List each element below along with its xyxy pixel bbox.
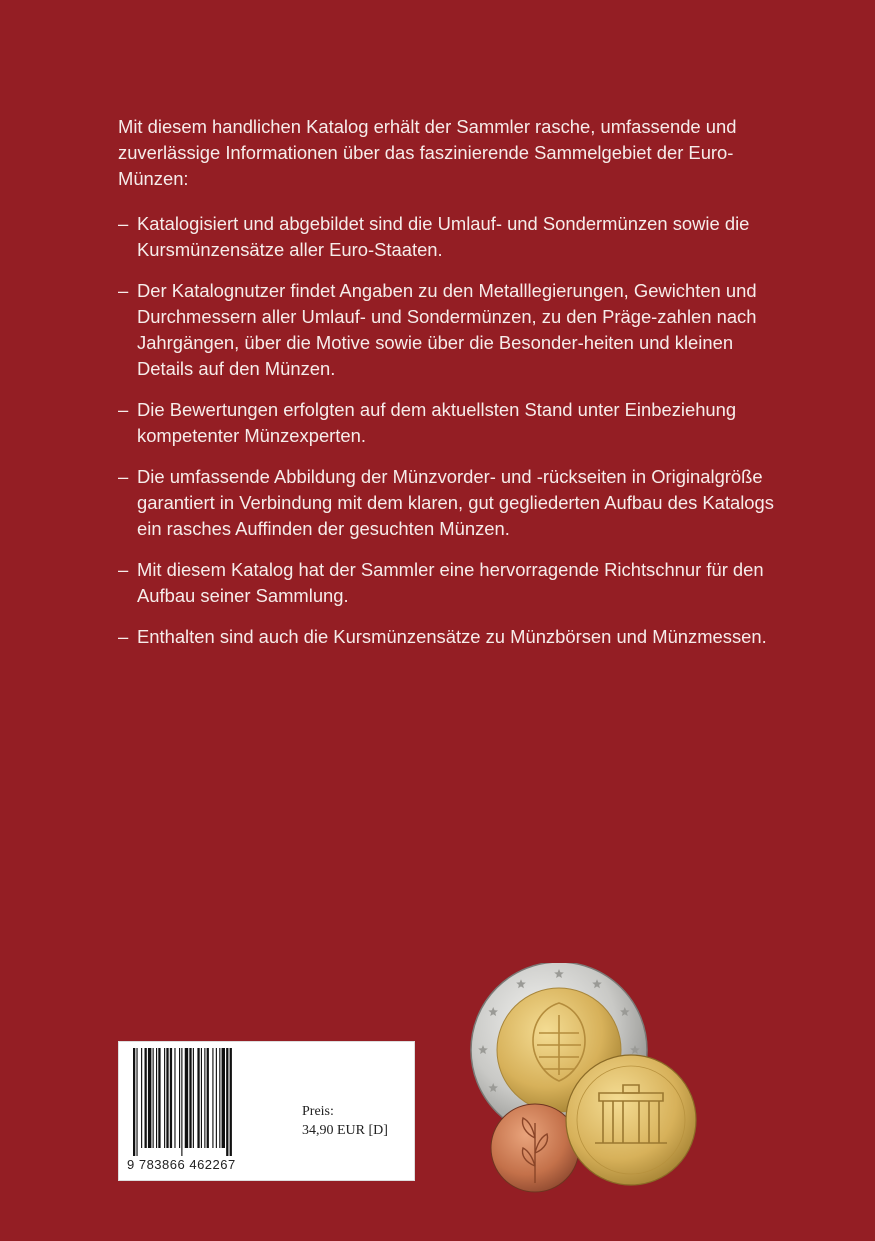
barcode-bar (141, 1048, 142, 1148)
list-item-text: Enthalten sind auch die Kursmünzensätze zu Münzbörsen und Münzmessen. (137, 626, 767, 647)
price-value: 34,90 EUR [D] (302, 1123, 388, 1138)
dash-marker: – (118, 466, 129, 487)
barcode-bar (156, 1048, 157, 1148)
barcode-bar (204, 1048, 205, 1148)
barcode-icon (133, 1048, 298, 1156)
barcode-bar (207, 1048, 209, 1148)
dash-marker: – (118, 280, 129, 301)
price-block (302, 1102, 388, 1140)
barcode-bar (216, 1048, 217, 1148)
list-item (118, 624, 778, 650)
barcode-bar (174, 1048, 175, 1148)
isbn-number: 9 783866 462267 (127, 1157, 236, 1172)
barcode-bar (133, 1048, 135, 1156)
dash-marker: – (118, 213, 129, 234)
barcode-bar (148, 1048, 151, 1148)
barcode-bar (226, 1048, 228, 1156)
barcode-bar (170, 1048, 172, 1148)
dash-marker: – (118, 399, 129, 420)
barcode-bar (193, 1048, 194, 1148)
barcode-bar (158, 1048, 160, 1148)
list-item-text: Der Katalognutzer findet Angaben zu den Metalllegierungen, Gewichten und Durchmessern aller Umlauf- und Sondermünzen, zu den Präge-zahlen nach Jahrgängen, über die Motive sowie über die Besonder-heiten und kleinen Details auf den Münzen. (137, 280, 757, 379)
price-label: Preis: (302, 1104, 334, 1119)
feature-list (118, 211, 778, 665)
barcode-bar (179, 1048, 180, 1148)
list-item (118, 557, 778, 609)
barcode-bar (222, 1048, 225, 1148)
dash-marker: – (118, 626, 129, 647)
barcode-bar (166, 1048, 168, 1148)
list-item (118, 397, 778, 449)
list-item-text: Die umfassende Abbildung der Münzvorder- und -rückseiten in Originalgröße garantiert in Verbindung mit dem klaren, gut gegliederten Aufbau des Katalogs ein rasches Auffinden der gesuchten Münzen. (137, 466, 774, 539)
intro-paragraph: Mit diesem handlichen Katalog erhält der Sammler rasche, umfassende und zuverlässige Informationen über das faszinierende Sammelgebiet der Euro-Münzen: (118, 116, 737, 189)
list-item (118, 211, 778, 263)
barcode-bar (230, 1048, 232, 1156)
dash-marker: – (118, 559, 129, 580)
barcode-bar (145, 1048, 147, 1148)
barcode-bar (219, 1048, 220, 1148)
barcode-bar (181, 1048, 182, 1156)
barcode-bar (185, 1048, 188, 1148)
twenty-cent-coin (566, 1055, 696, 1185)
list-item-text: Die Bewertungen erfolgten auf dem aktuellsten Stand unter Einbeziehung kompetenter Münzexperten. (137, 399, 737, 446)
barcode-bar (197, 1048, 199, 1148)
barcode-bar (136, 1048, 137, 1156)
list-item (118, 278, 778, 382)
euro-coins-illustration (463, 963, 698, 1193)
barcode-bar (212, 1048, 213, 1148)
barcode-bar (164, 1048, 165, 1148)
barcode-bar (201, 1048, 202, 1148)
barcode-bar (189, 1048, 191, 1148)
list-item-text: Katalogisiert und abgebildet sind die Umlauf- und Sondermünzen sowie die Kursmünzensätze aller Euro-Staaten. (137, 213, 750, 260)
barcode-label (118, 1041, 415, 1181)
barcode-bar (153, 1048, 154, 1148)
list-item-text: Mit diesem Katalog hat der Sammler eine hervorragende Richtschnur für den Aufbau seiner Sammlung. (137, 559, 764, 606)
list-item (118, 464, 778, 542)
